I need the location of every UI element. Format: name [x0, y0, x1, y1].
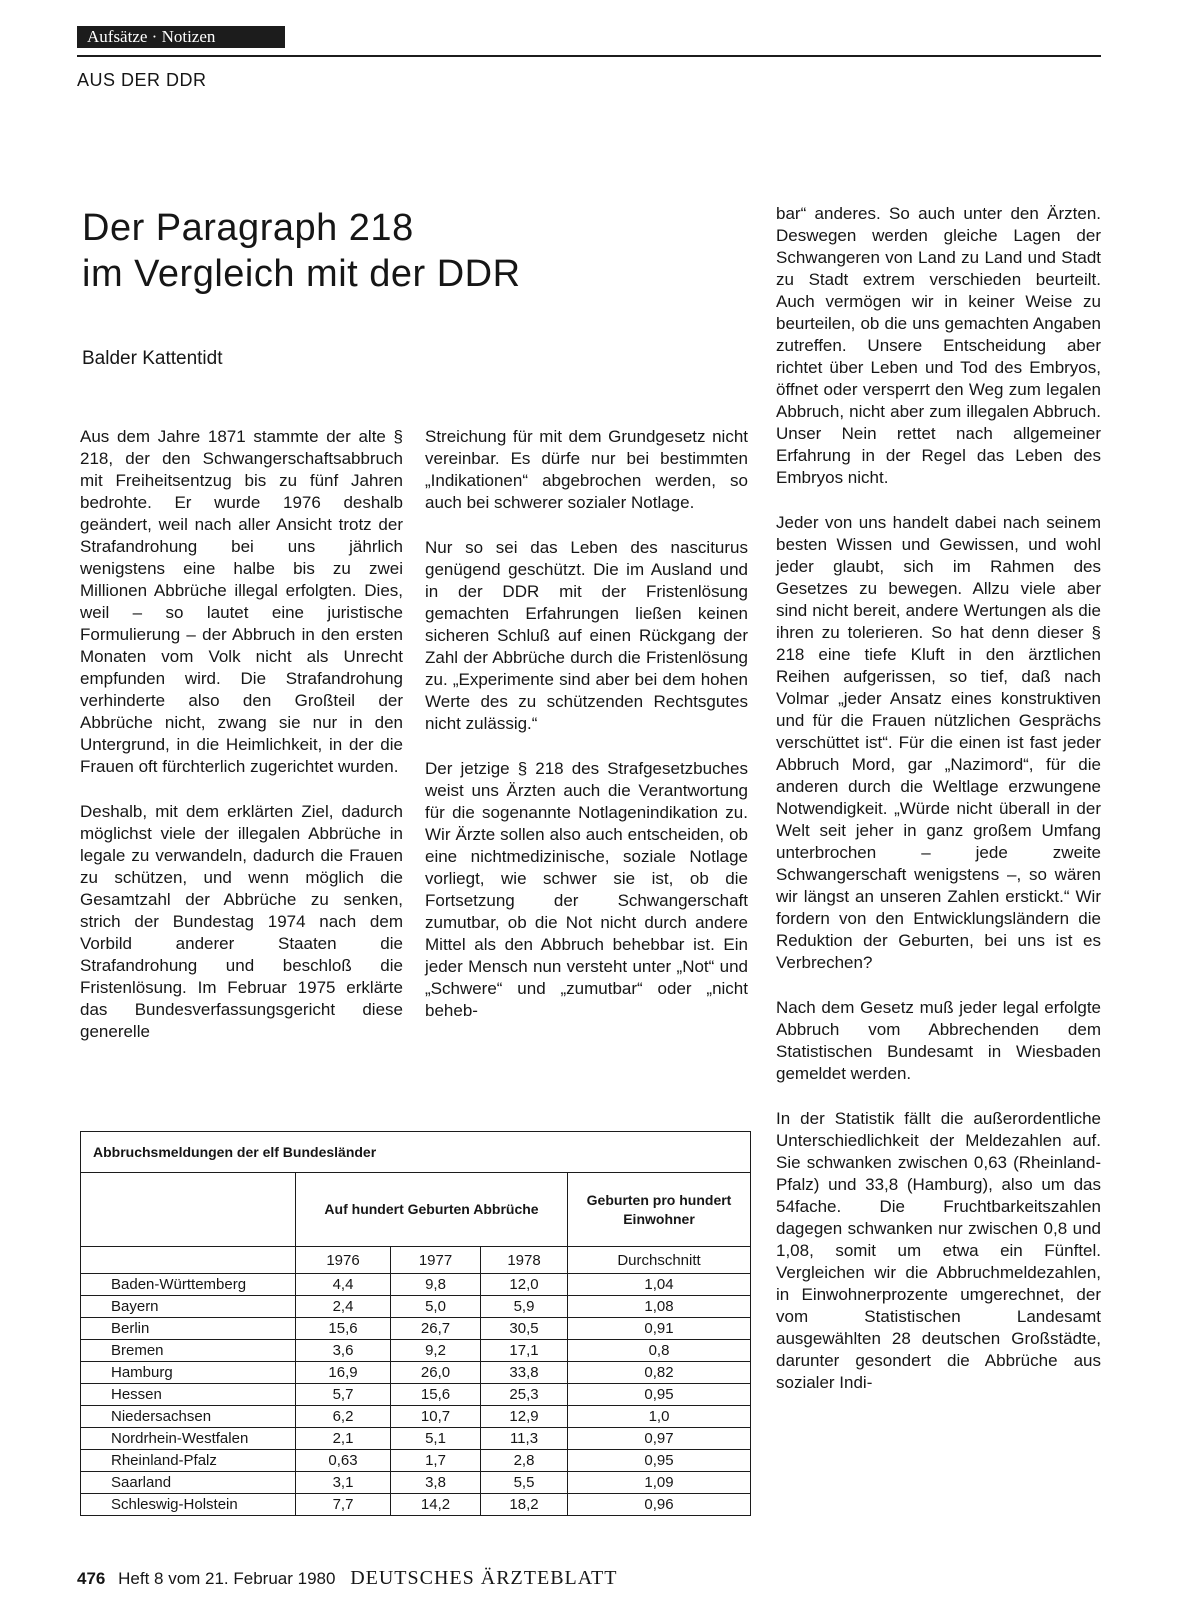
author-name: Balder Kattentidt — [82, 348, 223, 369]
table-row — [81, 1318, 751, 1340]
paragraph: Der jetzige § 218 des Strafgesetzbuches weist uns Ärzten auch die Verantwortung für die sogenannte Notlagenindikation zu. Wir Ärzte sollen also auch entscheiden, ob eine nichtmedizinische, soziale Notlage vorliegt, wie schwer sie ist, ob die Fortsetzung der Schwangerschaft zumutbar, ob die Not nicht durch andere Mittel als den Abbruch behebbar ist. Ein jeder Mensch nun versteht unter „Not“ und „Schwere“ und „zumutbar“ oder „nicht beheb- — [425, 759, 748, 1020]
paragraph: Nach dem Gesetz muß jeder legal erfolgte Abbruch vom Abbrechenden dem Statistischen Bundesamt in Wiesbaden gemeldet werden. — [776, 998, 1101, 1083]
table-cell-value: 3,1 — [296, 1472, 391, 1494]
table-cell-state: Berlin — [81, 1318, 296, 1340]
table-cell-value: 0,91 — [568, 1318, 751, 1340]
table-title-row — [81, 1132, 751, 1173]
table-cell-value: 5,5 — [481, 1472, 568, 1494]
table-cell-value: 10,7 — [391, 1406, 481, 1428]
table-cell-value: 1,0 — [568, 1406, 751, 1428]
table-cell-value: 7,7 — [296, 1494, 391, 1516]
paragraph: Deshalb, mit dem erklärten Ziel, dadurch möglichst viele der illegalen Abbrüche in legale zu verwandeln, dadurch die Frauen zu schützen, und wenn möglich die Gesamtzahl der Abbrüche zu senken, strich der Bundestag 1974 nach dem Vorbild anderer Staaten die Strafandrohung und beschloß die Fristenlösung. Im Februar 1975 erklärte das Bundesverfassungsgericht diese generelle — [80, 802, 403, 1041]
table-cell-value: 5,9 — [481, 1296, 568, 1318]
title-line-1: Der Paragraph 218 — [82, 207, 414, 249]
table-cell-value: 1,09 — [568, 1472, 751, 1494]
column-header: 1977 — [391, 1247, 481, 1274]
table-cell-value: 14,2 — [391, 1494, 481, 1516]
statistics-table — [80, 1131, 750, 1531]
table-cell-value: 15,6 — [296, 1318, 391, 1340]
table-cell-value: 11,3 — [481, 1428, 568, 1450]
page-number: 476 — [77, 1569, 106, 1588]
magazine-name: DEUTSCHES ÄRZTEBLATT — [350, 1567, 618, 1589]
table-group-header-geburten: Geburten pro hundert Einwohner — [568, 1173, 751, 1247]
table-column-header-row — [81, 1247, 751, 1274]
table-cell-value: 5,0 — [391, 1296, 481, 1318]
table-group-header-row — [81, 1173, 751, 1247]
issue-info: Heft 8 vom 21. Februar 1980 — [118, 1569, 336, 1588]
table-row — [81, 1274, 751, 1296]
table-cell-value: 6,2 — [296, 1406, 391, 1428]
table-cell-state: Bayern — [81, 1296, 296, 1318]
table-row — [81, 1494, 751, 1516]
section-label: AUS DER DDR — [77, 70, 207, 90]
text-column-1 — [80, 426, 403, 1043]
paragraph: Jeder von uns handelt dabei nach seinem besten Wissen und Gewissen, und wohl jeder glaubt, sich im Rahmen des Gesetzes zu bewegen. Allzu viele aber sind nicht bereit, andere Wertungen als die ihren zu tolerieren. So hat denn dieser § 218 eine tiefe Kluft in den ärztlichen Reihen aufgerissen, so tief, daß nach Volmar „jeder Ansatz eines konstruktiven und für die Frauen nützlichen Gesprächs verschüttet ist“. Für die einen ist fast jeder Abbruch Mord, gar „Nazimord“, für die anderen durch die Weltlage erzwungene Notwendigkeit. „Würde nicht überall in der Welt seit jeher in ganz großem Umfang unterbrochen – jede zweite Schwangerschaft wenigstens –, so wären wir längst an unseren Zahlen erstickt.“ Wir fordern von den Entwicklungsländern die Reduktion der Geburten, bei uns ist es Verbrechen? — [776, 513, 1101, 972]
table-cell-value: 5,1 — [391, 1428, 481, 1450]
table-cell-value: 18,2 — [481, 1494, 568, 1516]
table-cell-value: 0,96 — [568, 1494, 751, 1516]
table-cell-state: Bremen — [81, 1340, 296, 1362]
table-cell-value: 15,6 — [391, 1384, 481, 1406]
table-body — [81, 1274, 751, 1516]
table-cell-value: 2,8 — [481, 1450, 568, 1472]
table-cell-value: 12,9 — [481, 1406, 568, 1428]
paragraph: Nur so sei das Leben des nasciturus genügend geschützt. Die im Ausland und in der DDR mit der Fristenlösung gemachten Erfahrungen ließen keinen sicheren Schluß auf einen Rückgang der Zahl der Abbrüche durch die Fristenlösung zu. „Experimente sind aber bei dem hohen Werte des zu schützenden Rechtsgutes nicht zulässig.“ — [425, 538, 748, 733]
column-header: 1976 — [296, 1247, 391, 1274]
section-tag: Aufsätze · Notizen — [77, 26, 285, 48]
table-cell-value: 0,95 — [568, 1450, 751, 1472]
table-title: Abbruchsmeldungen der elf Bundesländer — [81, 1132, 751, 1173]
table-cell-state: Niedersachsen — [81, 1406, 296, 1428]
table-cell-state: Hamburg — [81, 1362, 296, 1384]
table-cell-state: Saarland — [81, 1472, 296, 1494]
table-cell-value: 3,8 — [391, 1472, 481, 1494]
table-cell-value: 0,95 — [568, 1384, 751, 1406]
table-row — [81, 1406, 751, 1428]
paragraph: bar“ anderes. So auch unter den Ärzten. Deswegen werden gleiche Lagen der Schwangeren von Land zu Land und Stadt zu Stadt extrem verschieden beurteilt. Auch vermögen wir in keiner Weise zu beurteilen, ob die uns gemachten Angaben zutreffen. Unsere Entscheidung aber richtet über Leben und Tod des Embryos, öffnet oder versperrt den Weg zum legalen Abbruch, nicht aber zum illegalen Abbruch. Unser Nein rettet nach allgemeiner Erfahrung in der Regel das Leben des Embryos nicht. — [776, 204, 1101, 487]
title-line-2: im Vergleich mit der DDR — [82, 253, 521, 295]
table-cell-value: 0,8 — [568, 1340, 751, 1362]
table-row — [81, 1296, 751, 1318]
table-cell-value: 9,8 — [391, 1274, 481, 1296]
table-cell-value: 30,5 — [481, 1318, 568, 1340]
table-cell-value: 5,7 — [296, 1384, 391, 1406]
article-title — [82, 205, 521, 297]
table-cell-value: 17,1 — [481, 1340, 568, 1362]
table-cell-value: 33,8 — [481, 1362, 568, 1384]
table-cell-value: 0,82 — [568, 1362, 751, 1384]
table-cell-value: 26,7 — [391, 1318, 481, 1340]
table-cell-state: Hessen — [81, 1384, 296, 1406]
table-row — [81, 1428, 751, 1450]
table-row — [81, 1362, 751, 1384]
text-column-2 — [425, 426, 748, 1022]
table-cell-value: 1,08 — [568, 1296, 751, 1318]
page-footer — [77, 1567, 617, 1590]
table-cell-value: 2,4 — [296, 1296, 391, 1318]
table-cell-value: 12,0 — [481, 1274, 568, 1296]
table-cell-value: 1,04 — [568, 1274, 751, 1296]
table-cell-value: 26,0 — [391, 1362, 481, 1384]
table-row — [81, 1472, 751, 1494]
table-cell-state: Rheinland-Pfalz — [81, 1450, 296, 1472]
paragraph: Streichung für mit dem Grundgesetz nicht vereinbar. Es dürfe nur bei bestimmten „Indikationen“ abgebrochen werden, so auch bei schwerer sozialer Notlage. — [425, 427, 748, 512]
table-cell-state: Nordrhein-Westfalen — [81, 1428, 296, 1450]
table-cell-value: 25,3 — [481, 1384, 568, 1406]
table-header-empty — [81, 1247, 296, 1274]
table-cell-value: 0,97 — [568, 1428, 751, 1450]
text-column-3 — [776, 203, 1101, 1394]
table-cell-value: 3,6 — [296, 1340, 391, 1362]
table-cell-state: Schleswig-Holstein — [81, 1494, 296, 1516]
table-group-header-abbrueche: Auf hundert Geburten Abbrüche — [296, 1173, 568, 1247]
paragraph: Aus dem Jahre 1871 stammte der alte § 218, der den Schwangerschaftsabbruch mit Freiheitsentzug bis zu fünf Jahren bedrohte. Er wurde 1976 deshalb geändert, weil nach aller Ansicht trotz der Strafandrohung bei uns jährlich wenigstens eine halbe bis zu zwei Millionen Abbrüche illegal erfolgten. Dies, weil – so lautet eine juristische Formulierung – der Abbruch in den ersten Monaten vom Volk nicht als Unrecht empfunden wird. Die Strafandrohung verhinderte also den Großteil der Abbrüche nicht, zwang sie nur in den Untergrund, in die Heimlichkeit, in der die Frauen oft fürchterlich zugerichtet wurden. — [80, 427, 403, 776]
table-row — [81, 1340, 751, 1362]
table-cell-value: 9,2 — [391, 1340, 481, 1362]
table-cell-value: 0,63 — [296, 1450, 391, 1472]
table-row — [81, 1384, 751, 1406]
table-cell-value: 2,1 — [296, 1428, 391, 1450]
paragraph: In der Statistik fällt die außerordentliche Unterschiedlichkeit der Meldezahlen auf. Sie schwanken zwischen 0,63 (Rheinland-Pfalz) und 33,8 (Hamburg), also um das 54fache. Die Fruchtbarkeitszahlen dagegen schwanken nur zwischen 0,8 und 1,08, somit um etwa ein Fünftel. Vergleichen wir die Abbruchmeldezahlen, in Einwohnerprozente umgerechnet, der vom Statistischen Landesamt ausgewählten 28 deutschen Großstädte, darunter gesondert die Abbrüche aus sozialer Indi- — [776, 1109, 1101, 1392]
table-row — [81, 1450, 751, 1472]
table-cell-value: 4,4 — [296, 1274, 391, 1296]
column-header: 1978 — [481, 1247, 568, 1274]
table-header-empty — [81, 1173, 296, 1247]
table-cell-value: 16,9 — [296, 1362, 391, 1384]
header-rule — [77, 55, 1101, 57]
table-cell-state: Baden-Württemberg — [81, 1274, 296, 1296]
table-cell-value: 1,7 — [391, 1450, 481, 1472]
column-header: Durchschnitt — [568, 1247, 751, 1274]
